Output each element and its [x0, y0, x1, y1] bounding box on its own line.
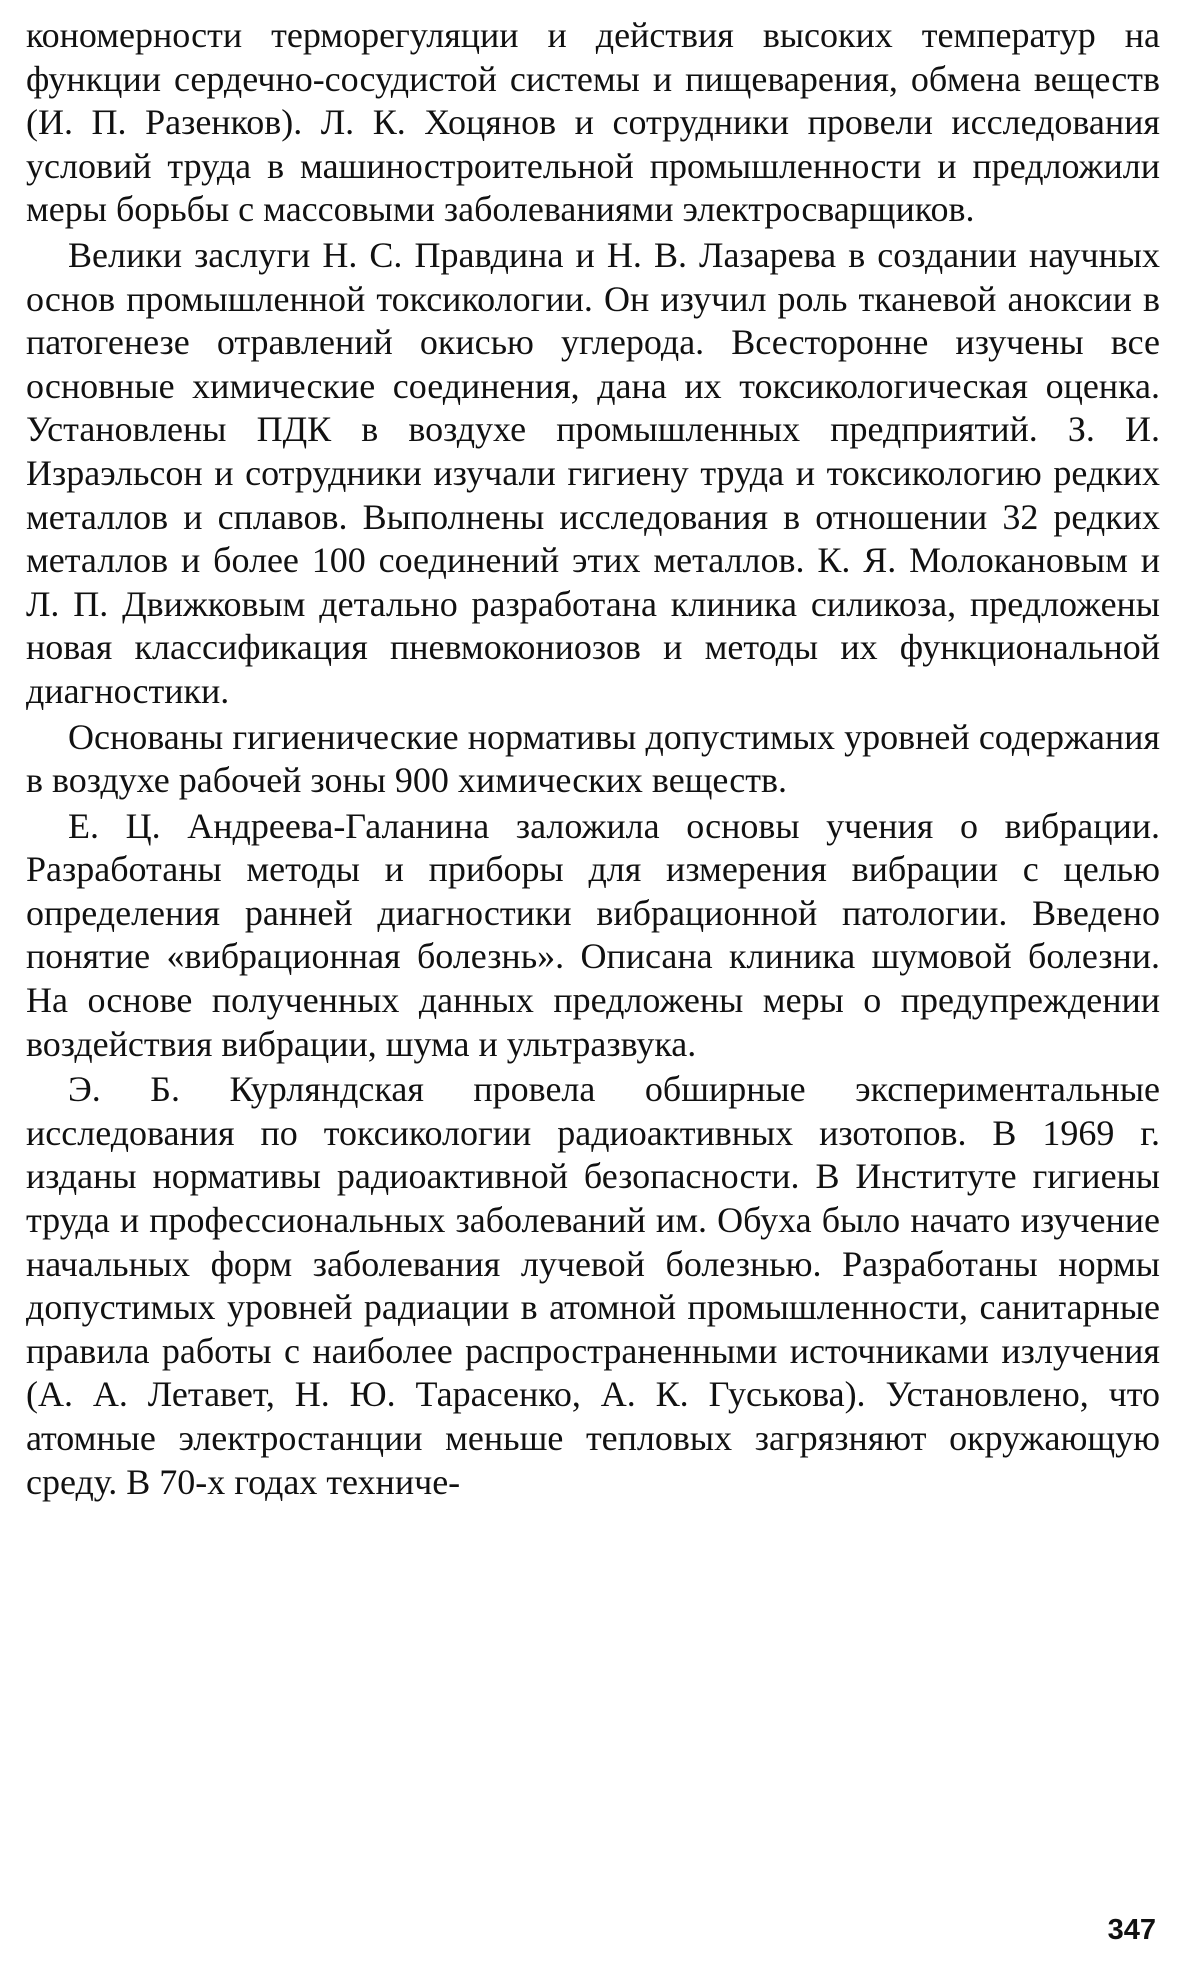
page-number: 347 — [1107, 1914, 1156, 1946]
paragraph-5: Э. Б. Курляндская провела обширные экспериментальные исследования по токсикологии радиоактивных изотопов. В 1969 г. изданы нормативы радиоактивной безопасности. В Институте гигиены труда и профессиональных заболеваний им. Обуха было начато изучение начальных форм заболевания лучевой болезнью. Разработаны нормы допустимых уровней радиации в атомной промышленности, санитарные правила работы с наиболее распространенными источниками излучения (А. А. Летавет, Н. Ю. Тарасенко, А. К. Гуськова). Установлено, что атомные электростанции меньше тепловых загрязняют окружающую среду. В 70-х годах техниче- — [26, 1069, 1160, 1502]
paragraph-3: Основаны гигиенические нормативы допустимых уровней содержания в воздухе рабочей зоны 900 химических веществ. — [26, 716, 1160, 801]
page-body — [26, 14, 1160, 1504]
paragraph-1: кономерности терморегуляции и действия высоких температур на функции сердечно-сосудистой системы и пищеварения, обмена веществ (И. П. Разенков). Л. К. Хоцянов и сотрудники провели исследования условий труда в машиностроительной промышленности и предложили меры борьбы с массовыми заболеваниями электросварщиков. — [26, 15, 1160, 230]
paragraph-2: Велики заслуги Н. С. Правдина и Н. В. Лазарева в создании научных основ промышленной токсикологии. Он изучил роль тканевой аноксии в патогенезе отравлений окисью углерода. Всесторонне изучены все основные химические соединения, дана их токсикологическая оценка. Установлены ПДК в воздухе промышленных предприятий. З. И. Израэльсон и сотрудники изучали гигиену труда и токсикологию редких металлов и сплавов. Выполнены исследования в отношении 32 редких металлов и более 100 соединений этих металлов. К. Я. Молокановым и Л. П. Движковым детально разработана клиника силикоза, предложены новая классификация пневмокониозов и методы их функциональной диагностики. — [26, 234, 1160, 711]
paragraph-4: Е. Ц. Андреева-Галанина заложила основы учения о вибрации. Разработаны методы и приборы для измерения вибрации с целью определения ранней диагностики вибрационной патологии. Введено понятие «вибрационная болезнь». Описана клиника шумовой болезни. На основе полученных данных предложены меры о предупреждении воздействия вибрации, шума и ультразвука. — [26, 805, 1160, 1064]
